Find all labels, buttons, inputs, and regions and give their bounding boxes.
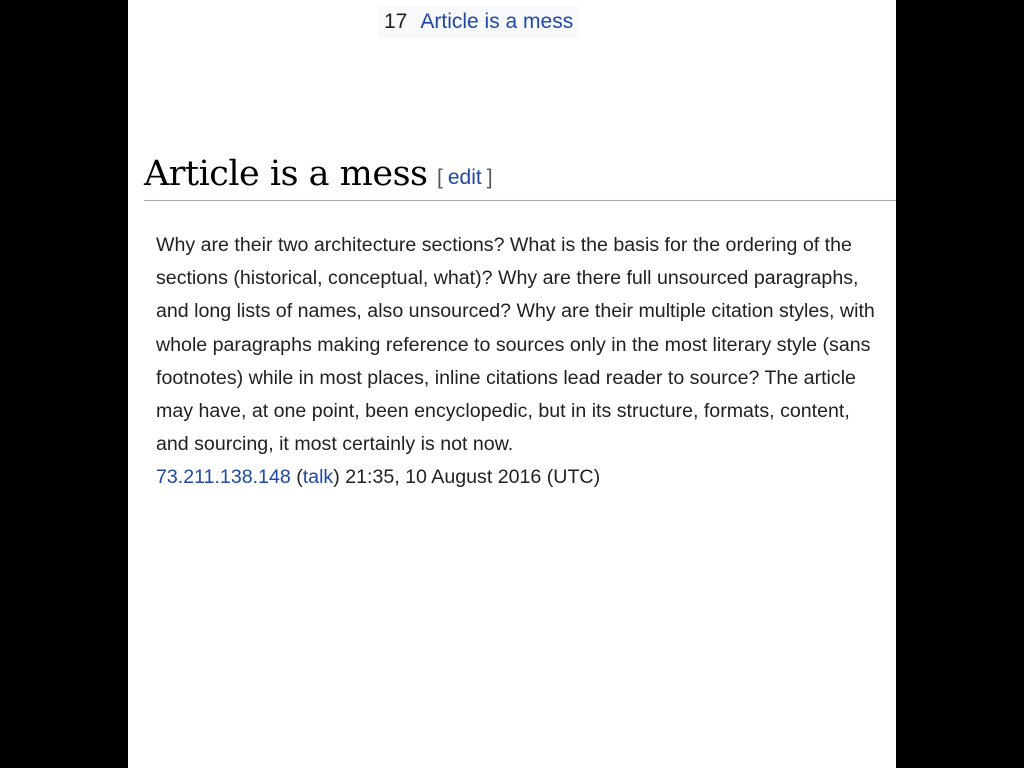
section-title: Article is a mess xyxy=(144,154,428,194)
user-link[interactable]: 73.211.138.148 xyxy=(156,466,291,489)
toc-link-article-is-a-mess[interactable]: Article is a mess xyxy=(420,10,574,33)
comment xyxy=(156,229,886,495)
edit-link[interactable]: edit xyxy=(447,166,482,189)
toc-number: 17 xyxy=(384,10,408,33)
comment-timestamp: 21:35, 10 August 2016 (UTC) xyxy=(345,466,601,489)
talk-page-content xyxy=(128,0,896,768)
edit-bracket-close: ] xyxy=(486,166,493,189)
section-heading xyxy=(144,152,896,201)
toc-entry[interactable] xyxy=(378,6,579,38)
talk-paren-open: ( xyxy=(296,466,303,489)
talk-paren-close: ) xyxy=(333,466,340,489)
comment-text: Why are their two architecture sections? What is the basis for the ordering of the sections (historical, conceptual, what)? Why are there full unsourced paragraphs, and long lists of names, also unsourced? Why are their multiple citation styles, with whole paragraphs making reference to sources only in the most literary style (sans footnotes) while in most places, inline citations lead reader to source? The article may have, at one point, been encyclopedic, but in its structure, formats, content, and sourcing, it most certainly is not now. xyxy=(156,234,875,456)
talk-link[interactable]: talk xyxy=(302,466,334,489)
edit-bracket-open: [ xyxy=(437,166,443,189)
edit-section xyxy=(437,166,493,190)
